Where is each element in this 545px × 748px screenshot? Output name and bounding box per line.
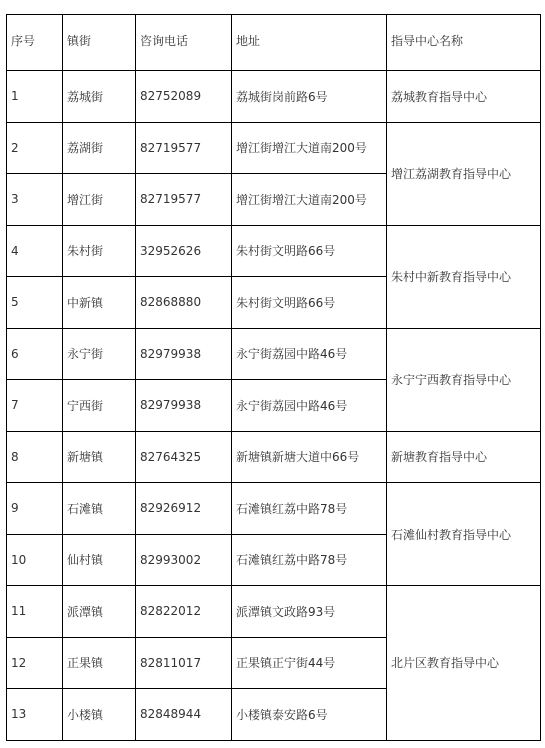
cell-phone: 32952626 — [136, 225, 232, 277]
cell-index: 8 — [7, 431, 63, 483]
cell-town: 石滩镇 — [63, 483, 136, 535]
cell-address: 石滩镇红荔中路78号 — [232, 534, 387, 586]
cell-address: 永宁街荔园中路46号 — [232, 328, 387, 380]
cell-index: 6 — [7, 328, 63, 380]
cell-center-name: 新塘教育指导中心 — [387, 431, 541, 483]
table-row — [7, 483, 541, 535]
cell-address: 石滩镇红荔中路78号 — [232, 483, 387, 535]
header-index: 序号 — [7, 15, 63, 71]
cell-phone: 82752089 — [136, 71, 232, 123]
cell-town: 荔城街 — [63, 71, 136, 123]
cell-phone: 82848944 — [136, 689, 232, 741]
table-row — [7, 122, 541, 174]
cell-address: 新塘镇新塘大道中66号 — [232, 431, 387, 483]
cell-address: 小楼镇泰安路6号 — [232, 689, 387, 741]
cell-phone: 82993002 — [136, 534, 232, 586]
cell-phone: 82764325 — [136, 431, 232, 483]
cell-phone: 82979938 — [136, 380, 232, 432]
cell-phone: 82926912 — [136, 483, 232, 535]
table-row — [7, 586, 541, 638]
cell-phone: 82719577 — [136, 174, 232, 226]
cell-town: 派潭镇 — [63, 586, 136, 638]
cell-center-name: 石滩仙村教育指导中心 — [387, 483, 541, 586]
table-row — [7, 225, 541, 277]
cell-address: 派潭镇文政路93号 — [232, 586, 387, 638]
cell-phone: 82868880 — [136, 277, 232, 329]
table-row — [7, 328, 541, 380]
cell-town: 宁西街 — [63, 380, 136, 432]
cell-center-name: 朱村中新教育指导中心 — [387, 225, 541, 328]
cell-town: 新塘镇 — [63, 431, 136, 483]
header-center-name: 指导中心名称 — [387, 15, 541, 71]
cell-town: 中新镇 — [63, 277, 136, 329]
guidance-center-table — [6, 14, 541, 741]
cell-town: 小楼镇 — [63, 689, 136, 741]
cell-index: 13 — [7, 689, 63, 741]
cell-town: 荔湖街 — [63, 122, 136, 174]
cell-town: 仙村镇 — [63, 534, 136, 586]
header-phone: 咨询电话 — [136, 15, 232, 71]
cell-index: 2 — [7, 122, 63, 174]
cell-town: 永宁街 — [63, 328, 136, 380]
table-row — [7, 431, 541, 483]
cell-center-name: 北片区教育指导中心 — [387, 586, 541, 741]
header-address: 地址 — [232, 15, 387, 71]
cell-address: 朱村街文明路66号 — [232, 277, 387, 329]
cell-index: 7 — [7, 380, 63, 432]
cell-index: 4 — [7, 225, 63, 277]
cell-town: 朱村街 — [63, 225, 136, 277]
cell-index: 3 — [7, 174, 63, 226]
cell-index: 10 — [7, 534, 63, 586]
table-row — [7, 71, 541, 123]
cell-address: 朱村街文明路66号 — [232, 225, 387, 277]
cell-index: 11 — [7, 586, 63, 638]
cell-phone: 82719577 — [136, 122, 232, 174]
cell-town: 正果镇 — [63, 637, 136, 689]
cell-index: 1 — [7, 71, 63, 123]
cell-index: 12 — [7, 637, 63, 689]
cell-center-name: 永宁宁西教育指导中心 — [387, 328, 541, 431]
cell-phone: 82822012 — [136, 586, 232, 638]
cell-index: 9 — [7, 483, 63, 535]
cell-phone: 82811017 — [136, 637, 232, 689]
cell-address: 增江街增江大道南200号 — [232, 122, 387, 174]
cell-index: 5 — [7, 277, 63, 329]
cell-phone: 82979938 — [136, 328, 232, 380]
cell-town: 增江街 — [63, 174, 136, 226]
table-header-row — [7, 15, 541, 71]
cell-center-name: 增江荔湖教育指导中心 — [387, 122, 541, 225]
cell-center-name: 荔城教育指导中心 — [387, 71, 541, 123]
cell-address: 正果镇正宁街44号 — [232, 637, 387, 689]
cell-address: 荔城街岗前路6号 — [232, 71, 387, 123]
cell-address: 永宁街荔园中路46号 — [232, 380, 387, 432]
cell-address: 增江街增江大道南200号 — [232, 174, 387, 226]
header-town: 镇街 — [63, 15, 136, 71]
